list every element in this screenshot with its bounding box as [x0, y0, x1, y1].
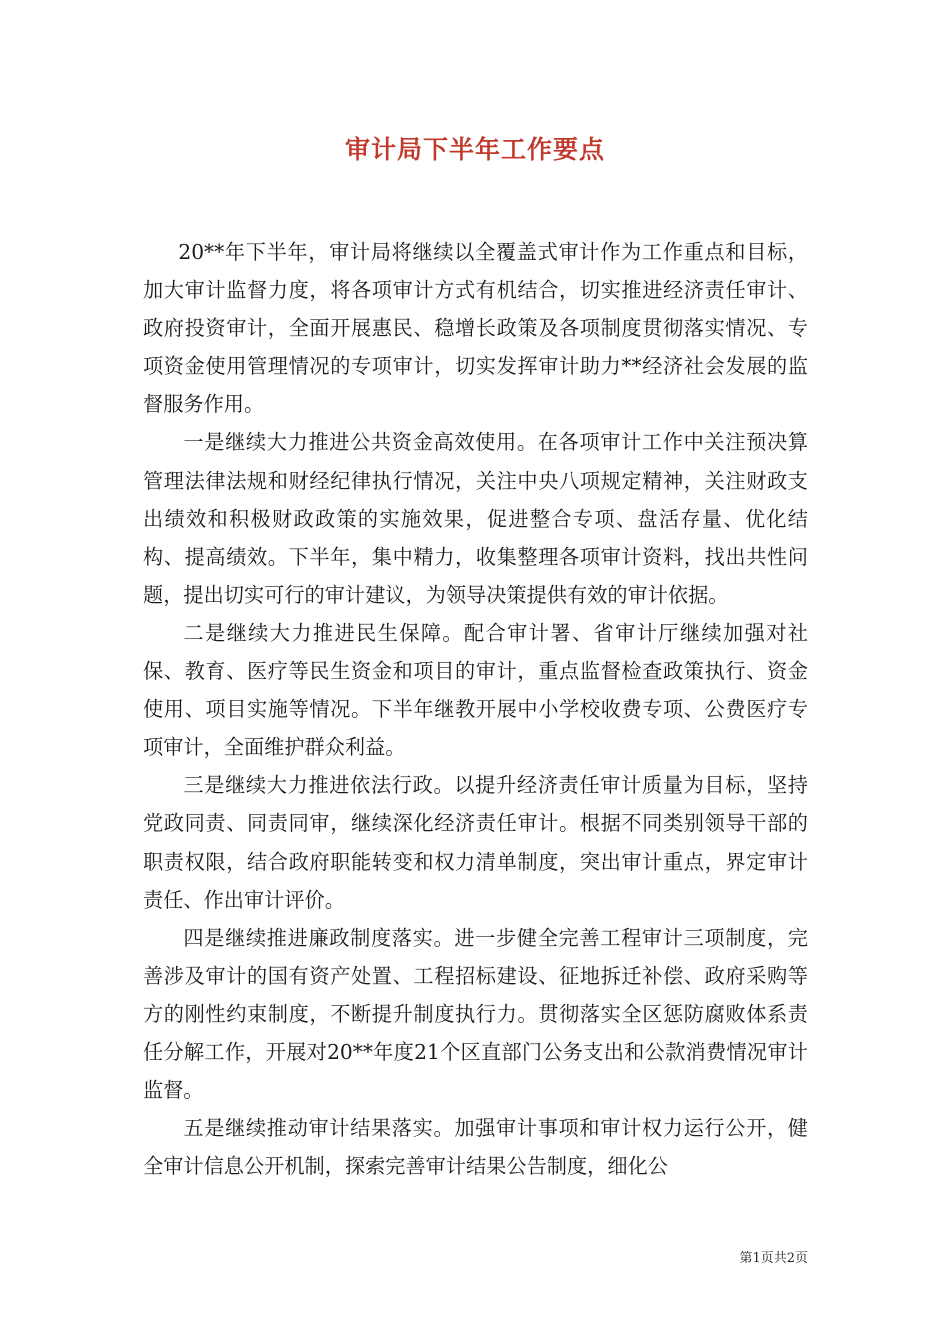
paragraph-item-3: 三是继续大力推进依法行政。以提升经济责任审计质量为目标，坚持党政同责、同责同审，继续深化经济责任审计。根据不同类别领导干部的职责权限，结合政府职能转变和权力清单制度，突出审计重点，界定审计责任、作出审计评价。	[143, 773, 808, 912]
page-number: 第1页共2页	[739, 1251, 808, 1266]
document-body	[143, 233, 808, 1185]
document-title: 审计局下半年工作要点	[344, 135, 605, 164]
paragraph-item-2: 二是继续大力推进民生保障。配合审计署、省审计厅继续加强对社保、教育、医疗等民生资金和项目的审计，重点监督检查政策执行、资金使用、项目实施等情况。下半年继教开展中小学校收费专项、公费医疗专项审计，全面维护群众利益。	[143, 620, 808, 760]
paragraph-item-1: 一是继续大力推进公共资金高效使用。在各项审计工作中关注预决算管理法律法规和财经纪律执行情况，关注中央八项规定精神，关注财政支出绩效和积极财政政策的实施效果，促进整合专项、盘活存量、优化结构、提高绩效。下半年，集中精力，收集整理各项审计资料，找出共性问题，提出切实可行的审计建议，为领导决策提供有效的审计依据。	[143, 430, 808, 607]
paragraph-item-5: 五是继续推动审计结果落实。加强审计事项和审计权力运行公开，健全审计信息公开机制，探索完善审计结果公告制度，细化公	[143, 1116, 808, 1179]
paragraph-intro: 20**年下半年，审计局将继续以全覆盖式审计作为工作重点和目标，加大审计监督力度，将各项审计方式有机结合，切实推进经济责任审计、政府投资审计，全面开展惠民、稳增长政策及各项制度贯彻落实情况、专项资金使用管理情况的专项审计，切实发挥审计助力**经济社会发展的监督服务作用。	[143, 240, 808, 417]
paragraph-item-4: 四是继续推进廉政制度落实。进一步健全完善工程审计三项制度，完善涉及审计的国有资产处置、工程招标建设、征地拆迁补偿、政府采购等方的刚性约束制度，不断提升制度执行力。贯彻落实全区惩防腐败体系责任分解工作，开展对20**年度21个区直部门公务支出和公款消费情况审计监督。	[143, 925, 808, 1103]
